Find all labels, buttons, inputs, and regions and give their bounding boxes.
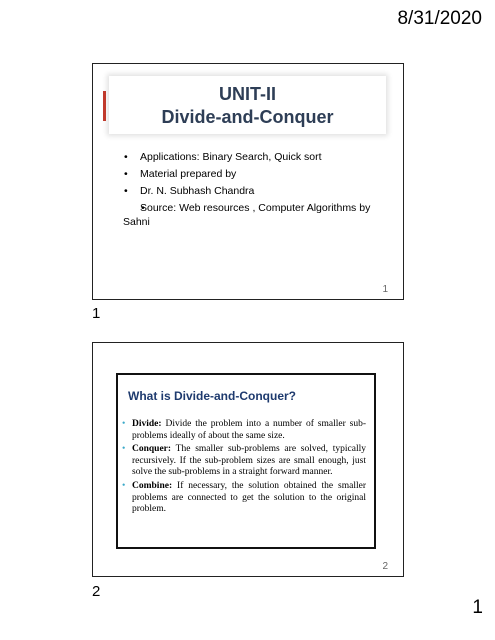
definition-item <box>122 444 366 479</box>
definition-item <box>122 481 366 516</box>
definition-term: Divide: <box>132 419 162 429</box>
definition-text: The smaller sub-problems are solved, typically recursively. If the sub-problem sizes are small enough, just solve the sub-problems in a straight forward manner. <box>132 444 366 478</box>
definition-text: If necessary, the solution obtained the smaller problems are connected to get the solution to the original problem. <box>132 480 366 515</box>
slide-heading: What is Divide-and-Conquer? <box>128 389 296 403</box>
slide-title-box <box>109 76 386 134</box>
bullet-item: • Applications: Binary Search, Quick sort <box>123 150 385 164</box>
slide-page-label: 1 <box>92 305 101 322</box>
slide-bullet-list <box>123 150 385 232</box>
definition-item <box>122 419 366 442</box>
slide-page-label: 2 <box>92 583 101 600</box>
definition-list <box>122 419 366 518</box>
accent-bar <box>103 91 106 121</box>
definition-text: Divide the problem into a number of smaller sub-problems ideally of about the same size. <box>132 419 366 441</box>
content-box <box>116 373 376 549</box>
slide-title-line-1: UNIT-II <box>219 84 276 104</box>
bullet-item: • Source: Web resources , Computer Algorithms by Sahni <box>123 201 385 229</box>
bullet-item: • Material prepared by <box>123 167 385 181</box>
bullet-item: • Dr. N. Subhash Chandra <box>123 184 385 198</box>
slide-number: 1 <box>382 284 388 295</box>
slide-title-line-2: Divide-and-Conquer <box>161 107 334 127</box>
slide-number: 2 <box>382 561 388 572</box>
page-number: 1 <box>472 597 483 618</box>
page-date: 8/31/2020 <box>397 8 482 29</box>
slide-2 <box>92 342 404 577</box>
definition-term: Combine: <box>132 480 173 491</box>
definition-term: Conquer: <box>132 444 172 455</box>
slide-1 <box>92 63 404 300</box>
